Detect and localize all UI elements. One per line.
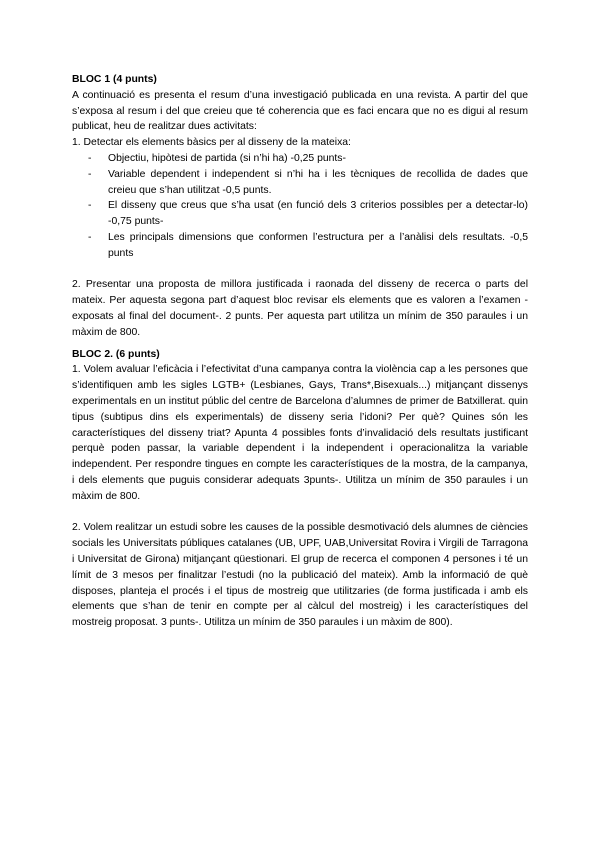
bloc1-task2: 2. Presentar una proposta de millora justificada i raonada del disseny de recerca o parts del mateix. Per aquesta segona part d’aquest bloc revisar els elements que es valoren a l’examen -exposats al final del document-. 2 punts. Per aquesta part utilitza un mínim de 350 paraules i un màxim de 800. [72,279,528,338]
bullet-dash: - [88,231,92,243]
spacer [72,262,528,278]
bloc2-heading: BLOC 2. (6 punts) [72,348,160,360]
bloc1-criteria-list [72,151,528,262]
bloc1-heading: BLOC 1 (4 punts) [72,74,157,85]
criteria-item-disseny: - El disseny que creus que s’ha usat (en funció dels 3 criterios possibles per a detectar-lo) -0,75 punts- [88,200,528,228]
bloc1-intro: A continuació es presenta el resum d’una investigació publicada en una revista. A partir del que s’exposa al resum i del que creieu que té coherencia que es faci encara que no es digui al resum publicat, heu de realitzar dues activitats: [72,89,528,133]
spacer [72,505,528,521]
bullet-dash: - [88,168,92,180]
bloc2-question1: 1. Volem avaluar l’eficàcia i l’efectivitat d’una campanya contra la violència cap a les persones que s’identifiquen amb les sigles LGTB+ (Lesbianes, Gays, Trans*,Bisexuals...) mitjançant dissenys experimentals en un institut públic del centre de Barcelona d’alumnes de primer de Batxillerat. quin tipus (subtipus dins els experimentals) de disseny seria l’idoni? Per què? Quines són les característiques del disseny triat? Apunta 4 possibles fonts d’invalidació dels resultats justificant perquè poden passar, la variable dependent i la independent i operacionalitza la variable independent. Per respondre tingues en compte les característiques de la mostra, de la campanya, i dels elements que puguis considerar adequats 3punts-. Utilitza un mínim de 350 paraules i un màxim de 800. [72,364,528,502]
bloc1-task1-title: 1. Detectar els elements bàsics per al disseny de la mateixa: [72,137,351,149]
criteria-item-variables: - Variable dependent i independent si n’hi ha i les tècniques de recollida de dades que creieu que s’han utilitzat -0,5 punts. [88,168,528,196]
bullet-dash: - [88,152,92,164]
bloc2-question2: 2. Volem realitzar un estudi sobre les causes de la possible desmotivació dels alumnes de ciències socials les Universitats públiques catalanes (UB, UPF, UAB,Universitat Rovira i Virgili de Tarragona i Universitat de Girona) mitjançant qüestionari. El grup de recerca el componen 4 persones i té un límit de 3 mesos per finalitzar l’estudi (no la publicació del mateix). Amb la informació de què disposes, planteja el procés i el tipus de mostreig que utilitzaries (de forma justificada i amb els elements que s’han de tenir en compte per al càlcul del mostreig) i les característiques del mostreig proposat. 3 punts-. Utilitza un mínim de 350 paraules i un màxim de 800). [72,522,528,629]
criteria-item-dimensions: - Les principals dimensions que conformen l’estructura per a l’anàlisi dels resultats. -0,5 punts [88,231,528,259]
criteria-item-objectiu: - Objectiu, hipòtesi de partida (si n’hi ha) -0,25 punts- [88,151,528,167]
bullet-dash: - [88,200,92,212]
document-page [72,72,528,631]
